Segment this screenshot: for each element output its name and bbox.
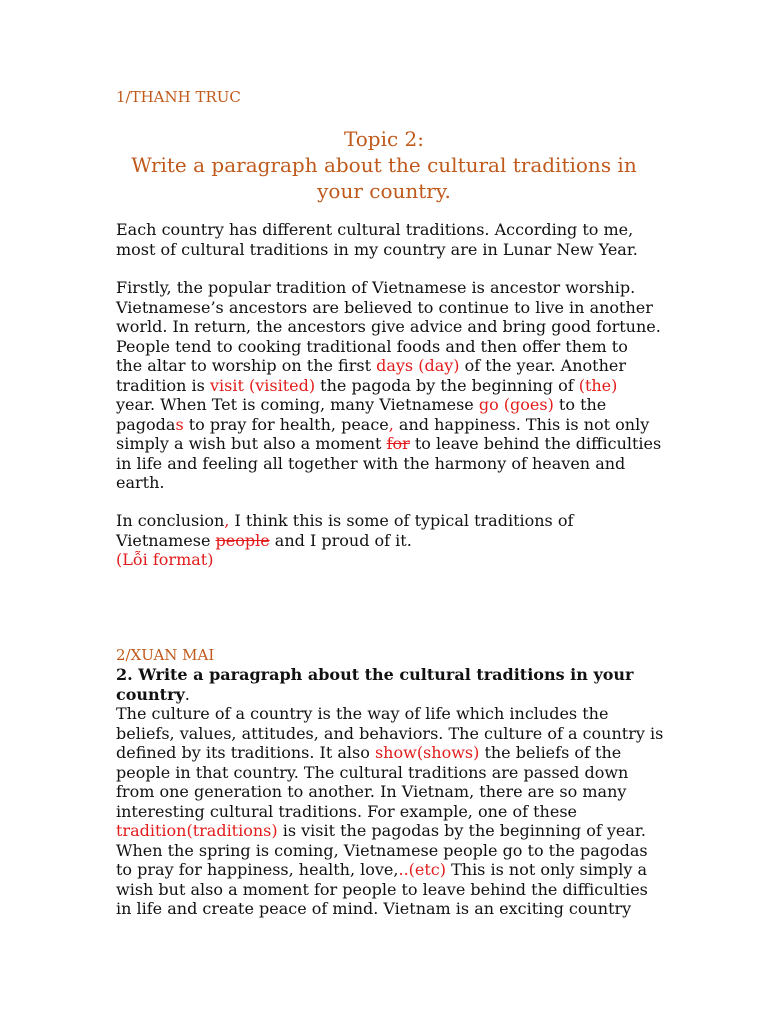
text-line [116, 356, 656, 376]
topic-title [110, 126, 658, 204]
text-line: most of cultural traditions in my country are in Lunar New Year. [116, 239, 638, 259]
text-line: in life and create peace of mind. Vietnam is an exciting country [116, 899, 632, 918]
text-line: in life and feeling all together with the harmony of heaven and [116, 453, 626, 473]
text-run: simply a wish but also a moment [116, 434, 387, 453]
essay-heading: 2. Write a paragraph about the cultural traditions in your [116, 665, 634, 684]
correction-mark: ..(etc) [398, 860, 446, 879]
text-line [116, 743, 656, 763]
text-line: earth. [116, 473, 165, 492]
topic-prompt-line: Write a paragraph about the cultural traditions in [131, 153, 637, 177]
author-name: 1/THANH TRUC [116, 88, 241, 106]
author-name: 2/XUAN MAI [116, 646, 215, 664]
text-run: the pagoda by the beginning of [315, 375, 579, 395]
text-line [116, 415, 656, 435]
topic-prompt-line: your country. [317, 179, 451, 203]
text-line: wish but also a moment for people to leave behind the difficulties [116, 879, 648, 899]
text-line [116, 531, 656, 551]
text-line: interesting cultural traditions. For example, one of these [116, 801, 577, 821]
strikethrough-correction: people [215, 530, 270, 550]
text-line: When the spring is coming, Vietnamese people go to the pagodas [116, 840, 648, 860]
text-line: world. In return, the ancestors give advice and bring good fortune. [116, 317, 661, 336]
text-line: beliefs, values, attitudes, and behaviors. The culture of a country is [116, 723, 664, 743]
text-run: and I proud of it. [269, 530, 412, 550]
text-run: to leave behind the difficulties [409, 434, 662, 453]
topic-number: Topic 2: [343, 127, 425, 151]
text-line: people in that country. The cultural traditions are passed down [116, 762, 629, 782]
text-run: pagoda [116, 414, 176, 434]
text-run: to the [553, 395, 607, 414]
paragraph-essay [116, 665, 664, 919]
text-run: defined by its traditions. It also [116, 743, 375, 762]
paragraph-intro [116, 220, 656, 259]
text-run: of the year. Another [459, 356, 626, 375]
text-line [116, 860, 656, 880]
format-error-note: (Lỗi format) [116, 550, 214, 569]
text-run: year. When Tet is coming, many Vietnamese [116, 395, 479, 414]
text-run: tradition is [116, 375, 210, 395]
strikethrough-correction: for [386, 434, 410, 453]
text-run: is visit the pagodas by the beginning of year. [277, 821, 646, 840]
essay-heading: country [116, 684, 185, 704]
text-line: People tend to cooking traditional foods and then offer them to [116, 336, 628, 356]
text-line [116, 821, 656, 841]
text-run: the altar to worship on the first [116, 356, 377, 375]
text-line: Each country has different cultural traditions. According to me, [116, 220, 634, 239]
text-line [116, 434, 662, 454]
text-run: This is not only simply a [446, 860, 648, 879]
text-line: The culture of a country is the way of life which includes the [116, 704, 609, 723]
text-line: Vietnamese’s ancestors are believed to continue to live in another [116, 297, 653, 317]
text-line [116, 685, 656, 705]
text-line [116, 395, 656, 415]
correction-mark: show(shows) [374, 743, 480, 762]
text-run: to pray for happiness, health, love, [116, 860, 399, 879]
text-run: I think this is some of typical traditions of [229, 511, 574, 530]
text-run: . [184, 684, 190, 704]
text-line [116, 511, 656, 531]
correction-mark: days (day) [376, 356, 460, 375]
paragraph-body [116, 278, 662, 493]
text-run: and happiness. This is not only [393, 414, 650, 434]
correction-mark: visit (visited) [209, 375, 316, 395]
text-run: to pray for health, peace [183, 414, 389, 434]
paragraph-conclusion [116, 511, 656, 570]
text-run: In conclusion [116, 511, 225, 530]
text-line: Firstly, the popular tradition of Vietnamese is ancestor worship. [116, 278, 636, 297]
correction-mark: , [224, 511, 230, 530]
text-run: Vietnamese [116, 530, 216, 550]
correction-mark: tradition(traditions) [116, 821, 278, 840]
text-run: the beliefs of the [479, 743, 622, 762]
correction-mark: s [175, 414, 184, 434]
correction-mark: go (goes) [478, 395, 554, 414]
text-line: from one generation to another. In Vietnam, there are so many [116, 782, 627, 801]
correction-mark: , [388, 414, 394, 434]
text-line [116, 376, 656, 396]
correction-mark: (the) [578, 375, 618, 395]
